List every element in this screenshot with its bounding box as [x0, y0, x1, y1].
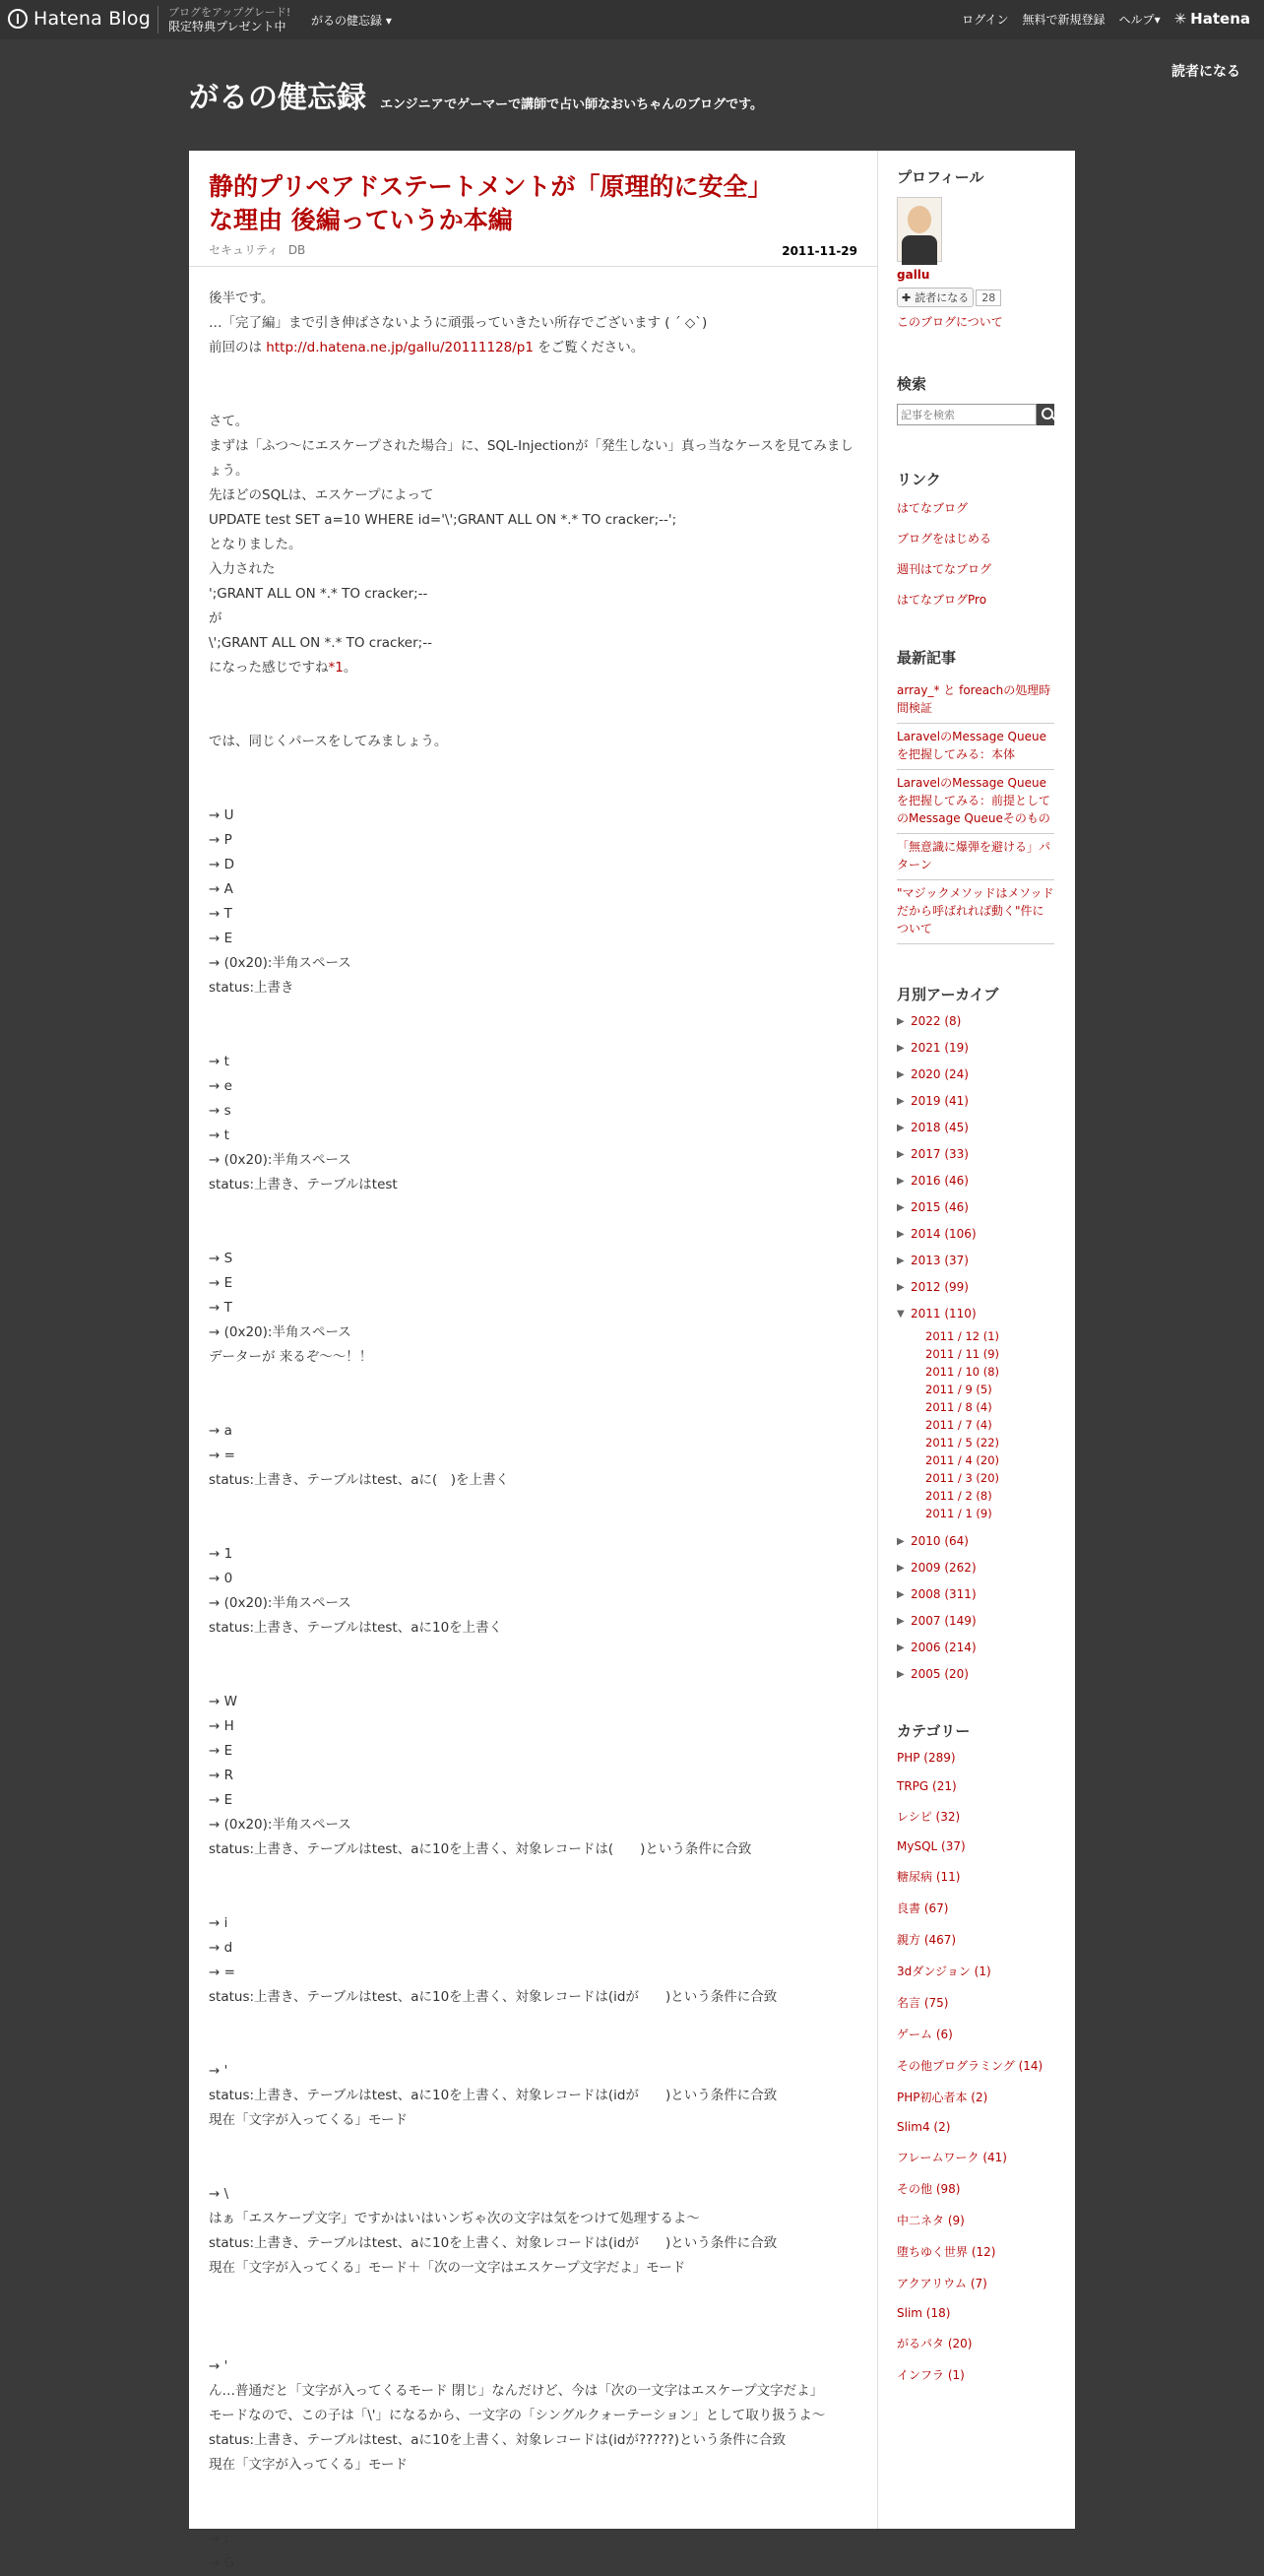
- category-link-row: [897, 2149, 1054, 2165]
- text-segment: 前回のは: [209, 340, 267, 355]
- text-line: が: [209, 611, 222, 626]
- archive-year[interactable]: [897, 1280, 1054, 1294]
- text-line: status:上書き: [209, 980, 294, 996]
- category-link[interactable]: レシピ (32): [897, 1810, 961, 1824]
- text-line: 現在「文字が入ってくる」モード＋「次の一文字はエスケープ文字だよ」モード: [209, 2260, 686, 2276]
- archive-year[interactable]: [897, 1641, 1054, 1654]
- archive-year[interactable]: [897, 1174, 1054, 1188]
- archive-month-row: [925, 1327, 1054, 1345]
- sidebar-link[interactable]: 週刊はてなブログ: [897, 562, 992, 576]
- plus-icon: ✚: [902, 290, 912, 304]
- archive-year-link[interactable]: 2007 (149): [911, 1614, 977, 1628]
- text-line: [209, 2010, 857, 2034]
- text-line: → s: [209, 1103, 231, 1119]
- archive-month-row: [925, 1469, 1054, 1487]
- help-label: ヘルプ: [1118, 12, 1155, 27]
- hatena-blog-logo[interactable]: [8, 8, 151, 30]
- archive-month-link[interactable]: 2011 / 4 (20): [925, 1453, 1000, 1467]
- triangle-right-icon[interactable]: ▶: [897, 1042, 905, 1054]
- blog-description: エンジニアでゲーマーで講師で占い師なおいちゃんのブログです。: [380, 97, 764, 112]
- triangle-right-icon[interactable]: ▶: [897, 1588, 905, 1600]
- text-line: [209, 1493, 857, 1517]
- text-line: → =: [209, 1964, 235, 1980]
- text-line: status:上書き、テーブルはtest: [209, 1177, 398, 1192]
- archive-year-link[interactable]: 2010 (64): [911, 1534, 969, 1548]
- text-segment: になった感じですね: [209, 660, 329, 676]
- archive-year-link[interactable]: 2021 (19): [911, 1041, 969, 1055]
- blog-title-area: [0, 39, 1264, 150]
- caret-down-icon: ▾: [1154, 12, 1161, 27]
- category-link[interactable]: Slim4 (2): [897, 2120, 951, 2134]
- triangle-right-icon[interactable]: ▶: [897, 1281, 905, 1293]
- category-link-row: [897, 2089, 1054, 2105]
- archive-month-row: [925, 1505, 1054, 1522]
- text-line: まずは「ふつ〜にエスケープされた場合」に、SQL-Injectionが「発生しない」真っ当なケースを見てみましょう。: [209, 438, 853, 479]
- hatena-star-icon: ✳: [1173, 10, 1187, 28]
- text-line: → 1: [209, 1546, 233, 1562]
- text-line: → H: [209, 1718, 234, 1734]
- text-line: ';GRANT ALL ON *.* TO cracker;--: [209, 586, 428, 602]
- category-link-row: [897, 2120, 1054, 2134]
- text-line: status:上書き、テーブルはtest、aに10を上書く、対象レコードは( )という条件に合致: [209, 1841, 752, 1857]
- subscribe-button-label: 読者になる: [915, 291, 970, 304]
- text-line: 現在「文字が入ってくる」モード: [209, 2457, 408, 2473]
- triangle-right-icon[interactable]: ▶: [897, 1175, 905, 1187]
- archive-year[interactable]: [897, 1014, 1054, 1028]
- promo-line2: 限定特典プレゼント中: [168, 20, 286, 33]
- caret-down-icon: ▾: [385, 14, 392, 28]
- category-link[interactable]: その他 (98): [897, 2182, 961, 2196]
- module-heading: 最新記事: [897, 649, 957, 667]
- subscriber-count[interactable]: 28: [976, 290, 1001, 306]
- sidebar-link-row: [897, 560, 1054, 577]
- archive-year-link[interactable]: 2008 (311): [911, 1587, 977, 1601]
- archive-year-link[interactable]: 2016 (46): [911, 1174, 969, 1188]
- text-line: [209, 385, 857, 410]
- subscribe-button[interactable]: [897, 288, 974, 307]
- text-line: [209, 2502, 857, 2527]
- text-line: → U: [209, 807, 234, 823]
- archive-year[interactable]: [897, 1307, 1054, 1320]
- triangle-right-icon[interactable]: ▶: [897, 1615, 905, 1627]
- archive-year-link[interactable]: 2019 (41): [911, 1094, 969, 1108]
- blog-menu-label: がるの健忘録: [311, 14, 383, 28]
- text-line: [209, 1517, 857, 1542]
- entry-date[interactable]: 2011-11-29: [782, 244, 857, 258]
- archive-month-link[interactable]: 2011 / 9 (5): [925, 1383, 992, 1396]
- text-line: [209, 1887, 857, 1911]
- archive-months: [925, 1327, 1054, 1522]
- text-line: はぁ「エスケープ文字」ですかはいはいンぢゃ次の文字は気をつけて処理するよ〜: [209, 2211, 700, 2226]
- module-heading: プロフィール: [897, 168, 984, 186]
- text-line: → (0x20):半角スペース: [209, 1324, 351, 1340]
- archive-month-link[interactable]: 2011 / 7 (4): [925, 1418, 992, 1432]
- profile-module: [897, 166, 1054, 330]
- text-line: 後半です。: [209, 290, 275, 306]
- triangle-down-icon[interactable]: ▼: [897, 1308, 905, 1320]
- text-line: [209, 1370, 857, 1394]
- module-heading: 検索: [897, 375, 927, 393]
- signup-link[interactable]: 無料で新規登録: [1022, 12, 1106, 27]
- text-line: → d: [209, 1940, 233, 1956]
- category-link-row: [897, 2057, 1054, 2074]
- text-line: [209, 2478, 857, 2502]
- text-line: [209, 360, 857, 385]
- text-line: → T: [209, 1300, 232, 1316]
- module-heading: 月別アーカイブ: [897, 986, 999, 1003]
- recent-post-link[interactable]: LaravelのMessage Queueを把握してみる：前提としてのMessage Queueそのもの: [897, 776, 1051, 825]
- category-link[interactable]: DB: [287, 243, 306, 257]
- triangle-right-icon[interactable]: ▶: [897, 1668, 905, 1680]
- archive-month-row: [925, 1363, 1054, 1381]
- text-line: → (0x20):半角スペース: [209, 1152, 351, 1168]
- text-line: 入力された: [209, 561, 276, 577]
- text-line: → (0x20):半角スペース: [209, 1595, 351, 1611]
- text-line: となりました。: [209, 537, 302, 552]
- recent-post-link[interactable]: array_* と foreachの処理時間検証: [897, 683, 1051, 715]
- category-link-row: [897, 1963, 1054, 1979]
- category-link-row: [897, 2243, 1054, 2260]
- text-line: [209, 705, 857, 730]
- text-line: status:上書き、テーブルはtest、aに10を上書く、対象レコードは(idが )という条件に合致: [209, 2235, 778, 2251]
- text-line: データーが 来るぞ〜〜！！: [209, 1349, 373, 1365]
- triangle-right-icon[interactable]: ▶: [897, 1148, 905, 1160]
- sidebar-link[interactable]: はてなブログPro: [897, 593, 987, 607]
- text-line: [209, 1025, 857, 1050]
- archive-year-link[interactable]: 2009 (262): [911, 1561, 977, 1575]
- category-link[interactable]: 親方 (467): [897, 1933, 957, 1947]
- archive-month-link[interactable]: 2011 / 8 (4): [925, 1400, 992, 1414]
- text-line: → t: [209, 1054, 229, 1069]
- text-line: → e: [209, 1078, 232, 1094]
- help-menu[interactable]: [1119, 11, 1161, 28]
- text-line: [209, 754, 857, 779]
- avatar-face: [908, 206, 931, 233]
- logo-text: Hatena Blog: [33, 8, 151, 30]
- recent-post-link[interactable]: "マジックメソッドはメソッドだから呼ばれれば動く"件について: [897, 886, 1054, 935]
- recent-post-link[interactable]: 「無意識に爆弾を避ける」パターン: [897, 840, 1051, 871]
- triangle-right-icon[interactable]: ▶: [897, 1228, 905, 1240]
- category-link[interactable]: 堕ちゆく世界 (12): [897, 2245, 996, 2259]
- category-link[interactable]: セキュリティ: [209, 243, 279, 257]
- category-link[interactable]: Slim (18): [897, 2306, 951, 2320]
- module-heading: カテゴリー: [897, 1722, 971, 1740]
- archive-year[interactable]: [897, 1667, 1054, 1681]
- search-module: [897, 373, 1054, 425]
- text-line: [209, 2281, 857, 2305]
- triangle-right-icon[interactable]: ▶: [897, 1201, 905, 1213]
- text-line: → E: [209, 931, 233, 946]
- recent-posts-module: [897, 647, 1054, 944]
- category-link[interactable]: TRPG (21): [897, 1779, 957, 1793]
- archive-month-row: [925, 1345, 1054, 1363]
- category-link-row: [897, 2366, 1054, 2383]
- recent-post-link-row: [897, 770, 1054, 834]
- category-link-row: [897, 1839, 1054, 1853]
- text-line: [209, 680, 857, 705]
- category-link-row: [897, 2306, 1054, 2320]
- archive-year-link[interactable]: 2013 (37): [911, 1254, 969, 1267]
- category-link-row: [897, 1751, 1054, 1765]
- text-line: UPDATE test SET a=10 WHERE id='\';GRANT ALL ON *.* TO cracker;--';: [209, 512, 677, 528]
- recent-post-link-row: [897, 880, 1054, 944]
- archive-year[interactable]: [897, 1147, 1054, 1161]
- category-link[interactable]: ゲーム (6): [897, 2028, 953, 2041]
- text-line: → E: [209, 1743, 233, 1759]
- archive-month-link[interactable]: 2011 / 1 (9): [925, 1507, 992, 1520]
- text-line: → (0x20):半角スペース: [209, 955, 351, 971]
- archive-month-row: [925, 1487, 1054, 1505]
- footnote-link[interactable]: *1: [328, 660, 344, 676]
- category-link-row: [897, 1931, 1054, 1948]
- triangle-right-icon[interactable]: ▶: [897, 1562, 905, 1574]
- profile-name-link[interactable]: gallu: [897, 268, 930, 282]
- global-header: [0, 0, 1264, 39]
- text-line: 先ほどのSQLは、エスケープによって: [209, 487, 434, 503]
- triangle-right-icon[interactable]: ▶: [897, 1015, 905, 1027]
- archive-month-link[interactable]: 2011 / 10 (8): [925, 1365, 1000, 1379]
- text-line: [209, 1197, 857, 1222]
- text-line: [209, 1222, 857, 1247]
- text-line: status:上書き、テーブルはtest、aに( )を上書く: [209, 1472, 510, 1488]
- archive-month-row: [925, 1381, 1054, 1398]
- category-link-row: [897, 2026, 1054, 2042]
- sidebar-link-row: [897, 591, 1054, 608]
- category-link-row: [897, 1779, 1054, 1793]
- category-link-row: [897, 2180, 1054, 2197]
- category-link[interactable]: PHP初心者本 (2): [897, 2091, 988, 2104]
- text-line: status:上書き、テーブルはtest、aに10を上書く、対象レコードは(idが )という条件に合致: [209, 2088, 778, 2103]
- module-heading: リンク: [897, 471, 941, 488]
- text-line: [209, 2157, 857, 2182]
- text-line: → (0x20):半角スペース: [209, 1817, 351, 1833]
- entry-categories: [209, 241, 857, 258]
- archive-year[interactable]: [897, 1534, 1054, 1548]
- text-line: \';GRANT ALL ON *.* TO cracker;--: [209, 635, 432, 651]
- category-link[interactable]: MySQL (37): [897, 1839, 966, 1853]
- subscribe-link[interactable]: 読者になる: [1171, 64, 1240, 80]
- text-line: → t: [209, 1127, 229, 1143]
- category-link-row: [897, 1808, 1054, 1825]
- avatar[interactable]: [897, 197, 942, 262]
- previous-post-link[interactable]: http://d.hatena.ne.jp/gallu/20111128/p1: [266, 340, 534, 355]
- archive-year[interactable]: [897, 1067, 1054, 1081]
- archive-year-link[interactable]: 2020 (24): [911, 1067, 969, 1081]
- archive-year[interactable]: [897, 1121, 1054, 1134]
- archive-year-link[interactable]: 2006 (214): [911, 1641, 977, 1654]
- content-container: [189, 151, 1075, 2571]
- archive-month-row: [925, 1416, 1054, 1434]
- blog-menu-dropdown[interactable]: [311, 12, 392, 29]
- triangle-right-icon[interactable]: ▶: [897, 1095, 905, 1107]
- text-line: → P: [209, 832, 232, 848]
- text-line: status:上書き、テーブルはtest、aに10を上書く、対象レコードは(idが )という条件に合致: [209, 1989, 778, 2005]
- archive-month-link[interactable]: 2011 / 12 (1): [925, 1329, 1000, 1343]
- text-line: → S: [209, 1251, 233, 1266]
- search-icon: [1042, 408, 1053, 419]
- archive-month-link[interactable]: 2011 / 2 (8): [925, 1489, 992, 1503]
- blog-title[interactable]: がるの健忘録: [189, 81, 366, 115]
- sidebar-link[interactable]: ブログをはじめる: [897, 532, 992, 546]
- archive-year[interactable]: [897, 1227, 1054, 1241]
- text-line: [209, 1641, 857, 1665]
- archive-year[interactable]: [897, 1614, 1054, 1628]
- search-input[interactable]: [897, 404, 1037, 425]
- avatar-body: [902, 235, 937, 265]
- category-link[interactable]: 名言 (75): [897, 1996, 949, 2010]
- category-link[interactable]: 3dダンジョン (1): [897, 1964, 991, 1978]
- category-link-row: [897, 2275, 1054, 2291]
- search-button[interactable]: [1037, 404, 1054, 425]
- sidebar-link-row: [897, 530, 1054, 547]
- category-link-row: [897, 1994, 1054, 2011]
- text-line: さて。: [209, 414, 249, 429]
- text-line: [209, 336, 857, 360]
- category-link[interactable]: その他プログラミング (14): [897, 2059, 1043, 2073]
- category-link-row: [897, 2335, 1054, 2351]
- archive-year[interactable]: [897, 1561, 1054, 1575]
- hatena-blog-logo-icon: [8, 9, 28, 29]
- archive-month-row: [925, 1398, 1054, 1416]
- categories-module: [897, 1720, 1054, 2383]
- hatena-logo[interactable]: [1174, 10, 1250, 28]
- text-line: → ;: [209, 2531, 229, 2546]
- archive-month-row: [925, 1451, 1054, 1469]
- triangle-right-icon[interactable]: ▶: [897, 1068, 905, 1080]
- text-line: [209, 1000, 857, 1025]
- text-line: [209, 779, 857, 804]
- text-line: 現在「文字が入ってくる」モード: [209, 2112, 408, 2128]
- archive-month-row: [925, 1434, 1054, 1451]
- text-line: → i: [209, 1915, 228, 1931]
- entry-content: [189, 267, 877, 2576]
- archive-year-link[interactable]: 2017 (33): [911, 1147, 969, 1161]
- text-line: → ': [209, 2358, 228, 2374]
- text-line: [209, 2034, 857, 2059]
- archive-month-link[interactable]: 2011 / 11 (9): [925, 1347, 1000, 1361]
- text-line: では、同じくパースをしてみましょう。: [209, 734, 448, 749]
- text-segment: 。: [343, 660, 357, 676]
- text-line: → D: [209, 857, 234, 872]
- category-link-row: [897, 2212, 1054, 2228]
- archive-year-link[interactable]: 2011 (110): [911, 1307, 977, 1320]
- links-module: [897, 469, 1054, 608]
- recent-post-link-row: [897, 677, 1054, 724]
- archive-year[interactable]: [897, 1094, 1054, 1108]
- triangle-right-icon[interactable]: ▶: [897, 1122, 905, 1133]
- archive-year[interactable]: [897, 1041, 1054, 1055]
- text-line: → G: [209, 2555, 235, 2571]
- text-line: → W: [209, 1694, 237, 1709]
- category-link[interactable]: アクアリウム (7): [897, 2277, 987, 2290]
- sidebar-link-row: [897, 499, 1054, 516]
- entry-title[interactable]: 静的プリペアドステートメントが「原理的に安全」な理由 後編っていうか本編: [209, 172, 773, 234]
- entry-header: [189, 151, 877, 267]
- archive-year-link[interactable]: 2005 (20): [911, 1667, 969, 1681]
- category-link-row: [897, 1900, 1054, 1916]
- archive-year-link[interactable]: 2018 (45): [911, 1121, 969, 1134]
- recent-post-link[interactable]: LaravelのMessage Queueを把握してみる：本体: [897, 730, 1046, 761]
- archive-year-link[interactable]: 2012 (99): [911, 1280, 969, 1294]
- archive-month-link[interactable]: 2011 / 3 (20): [925, 1471, 1000, 1485]
- text-line: モードなので、この子は「\'」になるから、一文字の「シングルクォーテーション」として取り扱うよ〜: [209, 2408, 826, 2423]
- text-line: → a: [209, 1423, 232, 1439]
- text-line: → R: [209, 1768, 233, 1783]
- text-line: → E: [209, 1275, 233, 1291]
- login-link[interactable]: ログイン: [962, 12, 1009, 27]
- category-link[interactable]: インフラ (1): [897, 2368, 965, 2382]
- recent-post-link-row: [897, 724, 1054, 770]
- text-line: [209, 656, 857, 680]
- category-link[interactable]: 良書 (67): [897, 1901, 949, 1915]
- text-line: status:上書き、テーブルはtest、aに10を上書く: [209, 1620, 503, 1636]
- triangle-right-icon[interactable]: ▶: [897, 1255, 905, 1266]
- text-line: → ': [209, 2063, 228, 2079]
- text-line: [209, 2133, 857, 2157]
- text-line: → T: [209, 906, 232, 922]
- archive-year-link[interactable]: 2022 (8): [911, 1014, 962, 1028]
- sidebar: [897, 151, 1054, 2398]
- text-line: [209, 2330, 857, 2354]
- upgrade-promo[interactable]: [158, 6, 290, 33]
- archive-year[interactable]: [897, 1587, 1054, 1601]
- archive-year[interactable]: [897, 1200, 1054, 1214]
- recent-post-link-row: [897, 834, 1054, 880]
- main-column: [189, 151, 878, 2571]
- text-line: → \: [209, 2186, 229, 2202]
- promo-line1: ブログをアップグレード!: [168, 6, 291, 19]
- text-line: [209, 1394, 857, 1419]
- category-link[interactable]: 中二ネタ (9): [897, 2214, 965, 2227]
- triangle-right-icon[interactable]: ▶: [897, 1535, 905, 1547]
- archive-module: [897, 984, 1054, 1681]
- text-segment: をご覧ください。: [533, 340, 645, 355]
- category-link[interactable]: フレームワーク (41): [897, 2151, 1007, 2164]
- archive-year[interactable]: [897, 1254, 1054, 1267]
- hatena-logo-text: Hatena: [1190, 10, 1250, 28]
- text-line: [209, 2305, 857, 2330]
- sidebar-link[interactable]: はてなブログ: [897, 501, 969, 515]
- archive-year-link[interactable]: 2014 (106): [911, 1227, 977, 1241]
- category-link-row: [897, 1868, 1054, 1885]
- text-line: ん…普通だと「文字が入ってくるモード 閉じ」なんだけど、今は「次の一文字はエスケープ文字だよ」: [209, 2383, 824, 2399]
- text-line: → =: [209, 1448, 235, 1463]
- text-line: …「完了編」まで引き伸ばさないように頑張っていきたい所存でございます ( ´ ◇`): [209, 315, 708, 331]
- about-blog-link[interactable]: このブログについて: [897, 315, 1003, 329]
- text-line: → 0: [209, 1571, 233, 1586]
- category-link[interactable]: 糖尿病 (11): [897, 1870, 961, 1884]
- text-line: [209, 1862, 857, 1887]
- triangle-right-icon[interactable]: ▶: [897, 1642, 905, 1653]
- archive-month-link[interactable]: 2011 / 5 (22): [925, 1436, 1000, 1449]
- text-line: status:上書き、テーブルはtest、aに10を上書く、対象レコードは(idが?????)という条件に合致: [209, 2432, 787, 2448]
- text-line: [209, 1665, 857, 1690]
- text-line: → A: [209, 881, 233, 897]
- text-line: → E: [209, 1792, 233, 1808]
- category-link[interactable]: がるパタ (20): [897, 2337, 973, 2351]
- archive-year-link[interactable]: 2015 (46): [911, 1200, 969, 1214]
- category-link[interactable]: PHP (289): [897, 1751, 956, 1765]
